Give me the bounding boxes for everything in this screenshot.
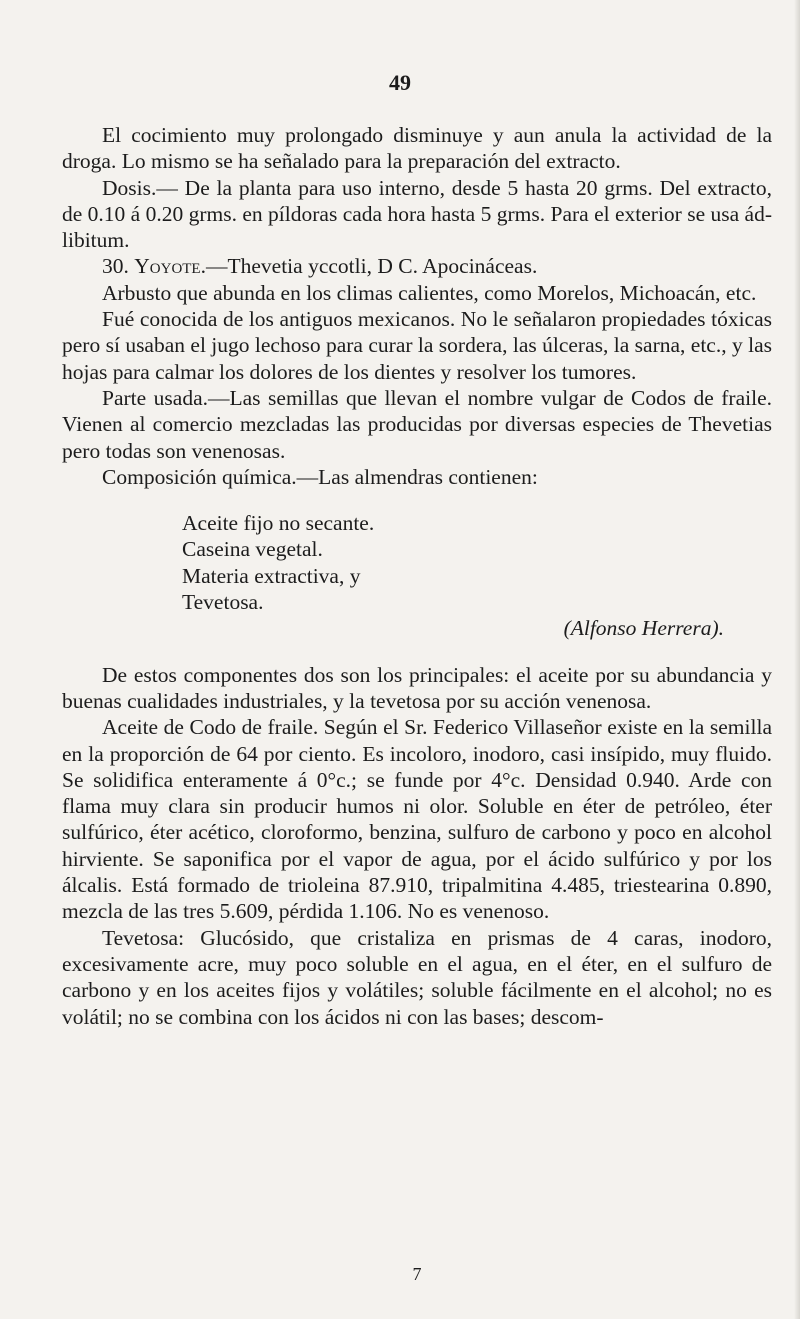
- paragraph: Aceite de Codo de fraile. Según el Sr. Federico Villaseñor existe en la semilla en la proporción de 64 por ciento. Es incoloro, inodoro, casi insípido, muy fluido. Se solidifica enteramente á 0°c.; se funde por 4°c. Densidad 0.940. Arde con flama muy clara sin producir humos ni olor. Soluble en éter de petróleo, éter sulfúrico, éter acético, cloroformo, benzina, sulfuro de carbono y poco en alcohol hirviente. Se saponifica por el vapor de agua, por el ácido sulfúrico y por los álcalis. Está formado de trioleina 87.910, tripalmitina 4.485, triestearina 0.890, mezcla de las tres 5.609, pérdida 1.106. No es venenoso.: [62, 715, 772, 924]
- body-text: [62, 122, 772, 1030]
- paragraph: De estos componentes dos son los principales: el aceite por su abundancia y buenas cualidades industriales, y la tevetosa por su acción venenosa.: [62, 662, 772, 713]
- printer-signature: 7: [412, 1264, 422, 1284]
- composition-list: [182, 510, 772, 615]
- heading-rest: —Thevetia yccotli, D C. Apocináceas.: [205, 254, 538, 279]
- paragraph: Arbusto que abunda en los climas calientes, como Morelos, Michoacán, etc.: [102, 280, 757, 305]
- heading-name: Yoyote.: [134, 254, 206, 279]
- author-attribution: (Alfonso Herrera).: [563, 616, 724, 641]
- paragraph: Dosis.— De la planta para uso interno, desde 5 hasta 20 grms. Del extracto, de 0.10 á 0.20 grms. en píldoras cada hora hasta 5 grms. Para el exterior se usa ád-libitum.: [62, 175, 772, 253]
- paragraph: Tevetosa: Glucósido, que cristaliza en prismas de 4 caras, inodoro, excesivamente acre, muy poco soluble en el agua, en el éter, en el sulfuro de carbono y en los aceites fijos y volátiles; soluble fácilmente en el alcohol; no es volátil; no se combina con los ácidos ni con las bases; descom-: [62, 925, 772, 1029]
- list-item: Aceite fijo no secante.: [182, 511, 375, 536]
- paragraph: Composición química.—Las almendras contienen:: [102, 464, 538, 489]
- list-item: Caseina vegetal.: [182, 537, 323, 562]
- list-item: Tevetosa.: [182, 590, 264, 615]
- paragraph: Parte usada.—Las semillas que llevan el nombre vulgar de Codos de fraile. Vienen al comercio mezcladas las producidas por diversas especies de Thevetias pero todas son venenosas.: [62, 385, 772, 463]
- paragraph: Fué conocida de los antiguos mexicanos. No le señalaron propiedades tóxicas pero sí usaban el jugo lechoso para curar la sordera, las úlceras, la sarna, etc., y las hojas para calmar los dolores de los dientes y resolver los tumores.: [62, 307, 772, 384]
- page-edge-shadow: [794, 0, 800, 1319]
- heading-number: 30.: [102, 254, 129, 279]
- list-item: Materia extractiva, y: [182, 563, 361, 588]
- page-number: 49: [389, 70, 411, 95]
- paragraph: El cocimiento muy prolongado disminuye y aun anula la actividad de la droga. Lo mismo se ha señalado para la preparación del extracto.: [62, 123, 772, 174]
- section-heading: [62, 253, 772, 279]
